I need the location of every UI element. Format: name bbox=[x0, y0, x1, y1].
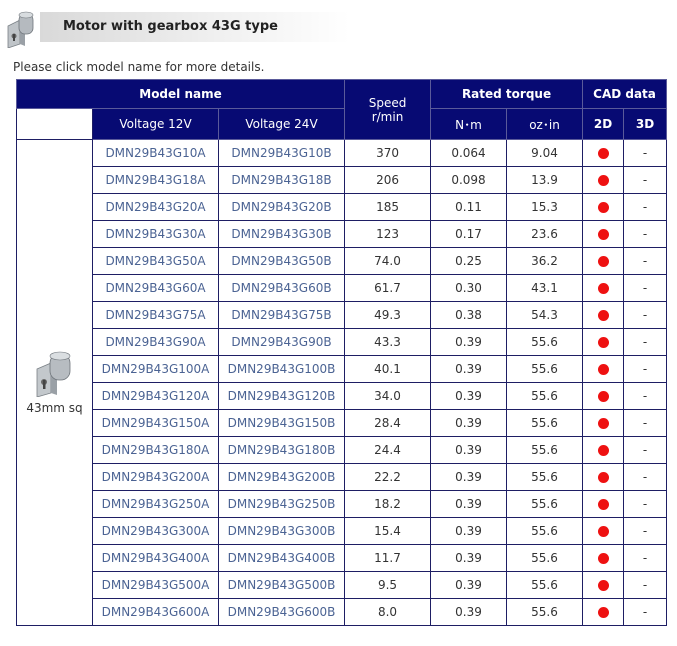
torque-nm-value: 0.39 bbox=[431, 437, 507, 464]
torque-ozin-value: 13.9 bbox=[507, 167, 583, 194]
header-image-blank bbox=[17, 109, 93, 140]
torque-nm-value: 0.39 bbox=[431, 599, 507, 626]
red-dot-icon[interactable] bbox=[598, 175, 609, 186]
model-24v-link[interactable]: DMN29B43G100B bbox=[219, 356, 345, 383]
torque-nm-value: 0.11 bbox=[431, 194, 507, 221]
table-row bbox=[17, 572, 667, 599]
model-12v-link[interactable]: DMN29B43G180A bbox=[93, 437, 219, 464]
red-dot-icon[interactable] bbox=[598, 202, 609, 213]
torque-ozin-value: 43.1 bbox=[507, 275, 583, 302]
model-24v-link[interactable]: DMN29B43G180B bbox=[219, 437, 345, 464]
torque-nm-value: 0.38 bbox=[431, 302, 507, 329]
model-12v-link[interactable]: DMN29B43G120A bbox=[93, 383, 219, 410]
model-12v-link[interactable]: DMN29B43G30A bbox=[93, 221, 219, 248]
red-dot-icon[interactable] bbox=[598, 148, 609, 159]
speed-value: 8.0 bbox=[345, 599, 431, 626]
torque-nm-value: 0.39 bbox=[431, 545, 507, 572]
red-dot-icon[interactable] bbox=[598, 418, 609, 429]
speed-value: 123 bbox=[345, 221, 431, 248]
torque-ozin-value: 55.6 bbox=[507, 599, 583, 626]
cad-3d-cell: - bbox=[624, 599, 667, 626]
model-12v-link[interactable]: DMN29B43G250A bbox=[93, 491, 219, 518]
table-row bbox=[17, 518, 667, 545]
cad-3d-cell: - bbox=[624, 437, 667, 464]
speed-value: 49.3 bbox=[345, 302, 431, 329]
torque-ozin-value: 54.3 bbox=[507, 302, 583, 329]
model-24v-link[interactable]: DMN29B43G10B bbox=[219, 140, 345, 167]
speed-value: 18.2 bbox=[345, 491, 431, 518]
torque-nm-value: 0.39 bbox=[431, 410, 507, 437]
model-24v-link[interactable]: DMN29B43G120B bbox=[219, 383, 345, 410]
model-12v-link[interactable]: DMN29B43G400A bbox=[93, 545, 219, 572]
table-row bbox=[17, 248, 667, 275]
header-model-name: Model name bbox=[17, 80, 345, 109]
table-row bbox=[17, 275, 667, 302]
cad-3d-cell: - bbox=[624, 221, 667, 248]
torque-ozin-value: 36.2 bbox=[507, 248, 583, 275]
header-torque-ozin: oz･in bbox=[507, 109, 583, 140]
torque-ozin-value: 55.6 bbox=[507, 356, 583, 383]
torque-nm-value: 0.098 bbox=[431, 167, 507, 194]
cad-2d-cell[interactable] bbox=[583, 545, 624, 572]
model-12v-link[interactable]: DMN29B43G50A bbox=[93, 248, 219, 275]
table-row bbox=[17, 221, 667, 248]
model-24v-link[interactable]: DMN29B43G30B bbox=[219, 221, 345, 248]
model-24v-link[interactable]: DMN29B43G50B bbox=[219, 248, 345, 275]
model-24v-link[interactable]: DMN29B43G300B bbox=[219, 518, 345, 545]
cad-2d-cell[interactable] bbox=[583, 275, 624, 302]
table-row bbox=[17, 194, 667, 221]
torque-nm-value: 0.39 bbox=[431, 329, 507, 356]
motor-gearbox-icon bbox=[33, 351, 77, 397]
table-body bbox=[17, 140, 667, 626]
red-dot-icon[interactable] bbox=[598, 364, 609, 375]
torque-ozin-value: 15.3 bbox=[507, 194, 583, 221]
header-voltage-24v: Voltage 24V bbox=[219, 109, 345, 140]
cad-2d-cell[interactable] bbox=[583, 140, 624, 167]
model-12v-link[interactable]: DMN29B43G10A bbox=[93, 140, 219, 167]
table-row bbox=[17, 599, 667, 626]
table-row bbox=[17, 383, 667, 410]
cad-3d-cell: - bbox=[624, 329, 667, 356]
header-cad-2d: 2D bbox=[583, 109, 624, 140]
speed-value: 40.1 bbox=[345, 356, 431, 383]
speed-value: 9.5 bbox=[345, 572, 431, 599]
red-dot-icon[interactable] bbox=[598, 472, 609, 483]
model-12v-link[interactable]: DMN29B43G600A bbox=[93, 599, 219, 626]
speed-value: 34.0 bbox=[345, 383, 431, 410]
red-dot-icon[interactable] bbox=[598, 499, 609, 510]
table-row bbox=[17, 140, 667, 167]
model-12v-link[interactable]: DMN29B43G200A bbox=[93, 464, 219, 491]
model-24v-link[interactable]: DMN29B43G20B bbox=[219, 194, 345, 221]
model-12v-link[interactable]: DMN29B43G60A bbox=[93, 275, 219, 302]
speed-value: 15.4 bbox=[345, 518, 431, 545]
torque-ozin-value: 55.6 bbox=[507, 329, 583, 356]
table-row bbox=[17, 410, 667, 437]
cad-3d-cell: - bbox=[624, 248, 667, 275]
model-12v-link[interactable]: DMN29B43G75A bbox=[93, 302, 219, 329]
model-12v-link[interactable]: DMN29B43G90A bbox=[93, 329, 219, 356]
model-24v-link[interactable]: DMN29B43G90B bbox=[219, 329, 345, 356]
cad-2d-cell[interactable] bbox=[583, 302, 624, 329]
cad-3d-cell: - bbox=[624, 302, 667, 329]
header-cad-3d: 3D bbox=[624, 109, 667, 140]
cad-3d-cell: - bbox=[624, 356, 667, 383]
header-torque-nm: N･m bbox=[431, 109, 507, 140]
torque-ozin-value: 55.6 bbox=[507, 545, 583, 572]
torque-nm-value: 0.39 bbox=[431, 518, 507, 545]
red-dot-icon[interactable] bbox=[598, 256, 609, 267]
motor-gearbox-icon bbox=[5, 10, 39, 48]
cad-3d-cell: - bbox=[624, 140, 667, 167]
table-row bbox=[17, 545, 667, 572]
model-24v-link[interactable]: DMN29B43G200B bbox=[219, 464, 345, 491]
torque-nm-value: 0.064 bbox=[431, 140, 507, 167]
red-dot-icon[interactable] bbox=[598, 391, 609, 402]
product-image-cell bbox=[17, 140, 93, 626]
torque-nm-value: 0.39 bbox=[431, 356, 507, 383]
model-12v-link[interactable]: DMN29B43G500A bbox=[93, 572, 219, 599]
red-dot-icon[interactable] bbox=[598, 310, 609, 321]
red-dot-icon[interactable] bbox=[598, 607, 609, 618]
cad-2d-cell[interactable] bbox=[583, 437, 624, 464]
table-row bbox=[17, 329, 667, 356]
torque-ozin-value: 23.6 bbox=[507, 221, 583, 248]
table-row bbox=[17, 464, 667, 491]
header-voltage-12v: Voltage 12V bbox=[93, 109, 219, 140]
torque-ozin-value: 55.6 bbox=[507, 383, 583, 410]
torque-ozin-value: 55.6 bbox=[507, 491, 583, 518]
product-size-label: 43mm sq bbox=[26, 400, 83, 415]
cad-2d-cell[interactable] bbox=[583, 356, 624, 383]
cad-3d-cell: - bbox=[624, 545, 667, 572]
table-row bbox=[17, 437, 667, 464]
table-row bbox=[17, 356, 667, 383]
model-12v-link[interactable]: DMN29B43G20A bbox=[93, 194, 219, 221]
page-header bbox=[0, 8, 677, 48]
red-dot-icon[interactable] bbox=[598, 337, 609, 348]
model-24v-link[interactable]: DMN29B43G18B bbox=[219, 167, 345, 194]
speed-value: 61.7 bbox=[345, 275, 431, 302]
speed-value: 28.4 bbox=[345, 410, 431, 437]
cad-3d-cell: - bbox=[624, 464, 667, 491]
cad-2d-cell[interactable] bbox=[583, 572, 624, 599]
header-speed-unit: r/min bbox=[371, 109, 404, 124]
cad-2d-cell[interactable] bbox=[583, 194, 624, 221]
speed-value: 43.3 bbox=[345, 329, 431, 356]
model-spec-table bbox=[16, 79, 667, 626]
cad-2d-cell[interactable] bbox=[583, 599, 624, 626]
red-dot-icon[interactable] bbox=[598, 526, 609, 537]
cad-2d-cell[interactable] bbox=[583, 383, 624, 410]
torque-ozin-value: 55.6 bbox=[507, 518, 583, 545]
model-12v-link[interactable]: DMN29B43G150A bbox=[93, 410, 219, 437]
model-24v-link[interactable]: DMN29B43G60B bbox=[219, 275, 345, 302]
model-12v-link[interactable]: DMN29B43G100A bbox=[93, 356, 219, 383]
table-row bbox=[17, 302, 667, 329]
cad-2d-cell[interactable] bbox=[583, 167, 624, 194]
model-24v-link[interactable]: DMN29B43G400B bbox=[219, 545, 345, 572]
cad-2d-cell[interactable] bbox=[583, 410, 624, 437]
red-dot-icon[interactable] bbox=[598, 580, 609, 591]
header-rated-torque: Rated torque bbox=[431, 80, 583, 109]
header-speed bbox=[345, 80, 431, 140]
cad-3d-cell: - bbox=[624, 167, 667, 194]
cad-2d-cell[interactable] bbox=[583, 248, 624, 275]
torque-ozin-value: 55.6 bbox=[507, 572, 583, 599]
model-24v-link[interactable]: DMN29B43G600B bbox=[219, 599, 345, 626]
speed-value: 24.4 bbox=[345, 437, 431, 464]
header-cad-data: CAD data bbox=[583, 80, 667, 109]
red-dot-icon[interactable] bbox=[598, 229, 609, 240]
model-24v-link[interactable]: DMN29B43G75B bbox=[219, 302, 345, 329]
cad-2d-cell[interactable] bbox=[583, 491, 624, 518]
cad-3d-cell: - bbox=[624, 410, 667, 437]
cad-2d-cell[interactable] bbox=[583, 464, 624, 491]
cad-3d-cell: - bbox=[624, 383, 667, 410]
table-row bbox=[17, 167, 667, 194]
product-image-wrap bbox=[17, 351, 92, 415]
header-speed-label: Speed bbox=[368, 95, 407, 110]
torque-nm-value: 0.39 bbox=[431, 383, 507, 410]
torque-nm-value: 0.17 bbox=[431, 221, 507, 248]
page-title: Motor with gearbox 43G type bbox=[63, 19, 278, 34]
model-24v-link[interactable]: DMN29B43G150B bbox=[219, 410, 345, 437]
speed-value: 11.7 bbox=[345, 545, 431, 572]
model-12v-link[interactable]: DMN29B43G18A bbox=[93, 167, 219, 194]
torque-nm-value: 0.39 bbox=[431, 572, 507, 599]
model-24v-link[interactable]: DMN29B43G250B bbox=[219, 491, 345, 518]
red-dot-icon[interactable] bbox=[598, 553, 609, 564]
model-24v-link[interactable]: DMN29B43G500B bbox=[219, 572, 345, 599]
instruction-text: Please click model name for more details. bbox=[13, 60, 265, 74]
speed-value: 185 bbox=[345, 194, 431, 221]
torque-nm-value: 0.39 bbox=[431, 491, 507, 518]
cad-2d-cell[interactable] bbox=[583, 518, 624, 545]
speed-value: 206 bbox=[345, 167, 431, 194]
cad-3d-cell: - bbox=[624, 491, 667, 518]
red-dot-icon[interactable] bbox=[598, 445, 609, 456]
cad-3d-cell: - bbox=[624, 275, 667, 302]
speed-value: 74.0 bbox=[345, 248, 431, 275]
cad-3d-cell: - bbox=[624, 518, 667, 545]
speed-value: 22.2 bbox=[345, 464, 431, 491]
table-row bbox=[17, 491, 667, 518]
torque-ozin-value: 55.6 bbox=[507, 410, 583, 437]
torque-nm-value: 0.25 bbox=[431, 248, 507, 275]
speed-value: 370 bbox=[345, 140, 431, 167]
torque-ozin-value: 55.6 bbox=[507, 437, 583, 464]
cad-2d-cell[interactable] bbox=[583, 221, 624, 248]
cad-3d-cell: - bbox=[624, 194, 667, 221]
torque-nm-value: 0.30 bbox=[431, 275, 507, 302]
cad-3d-cell: - bbox=[624, 572, 667, 599]
torque-nm-value: 0.39 bbox=[431, 464, 507, 491]
model-12v-link[interactable]: DMN29B43G300A bbox=[93, 518, 219, 545]
red-dot-icon[interactable] bbox=[598, 283, 609, 294]
torque-ozin-value: 55.6 bbox=[507, 464, 583, 491]
cad-2d-cell[interactable] bbox=[583, 329, 624, 356]
torque-ozin-value: 9.04 bbox=[507, 140, 583, 167]
